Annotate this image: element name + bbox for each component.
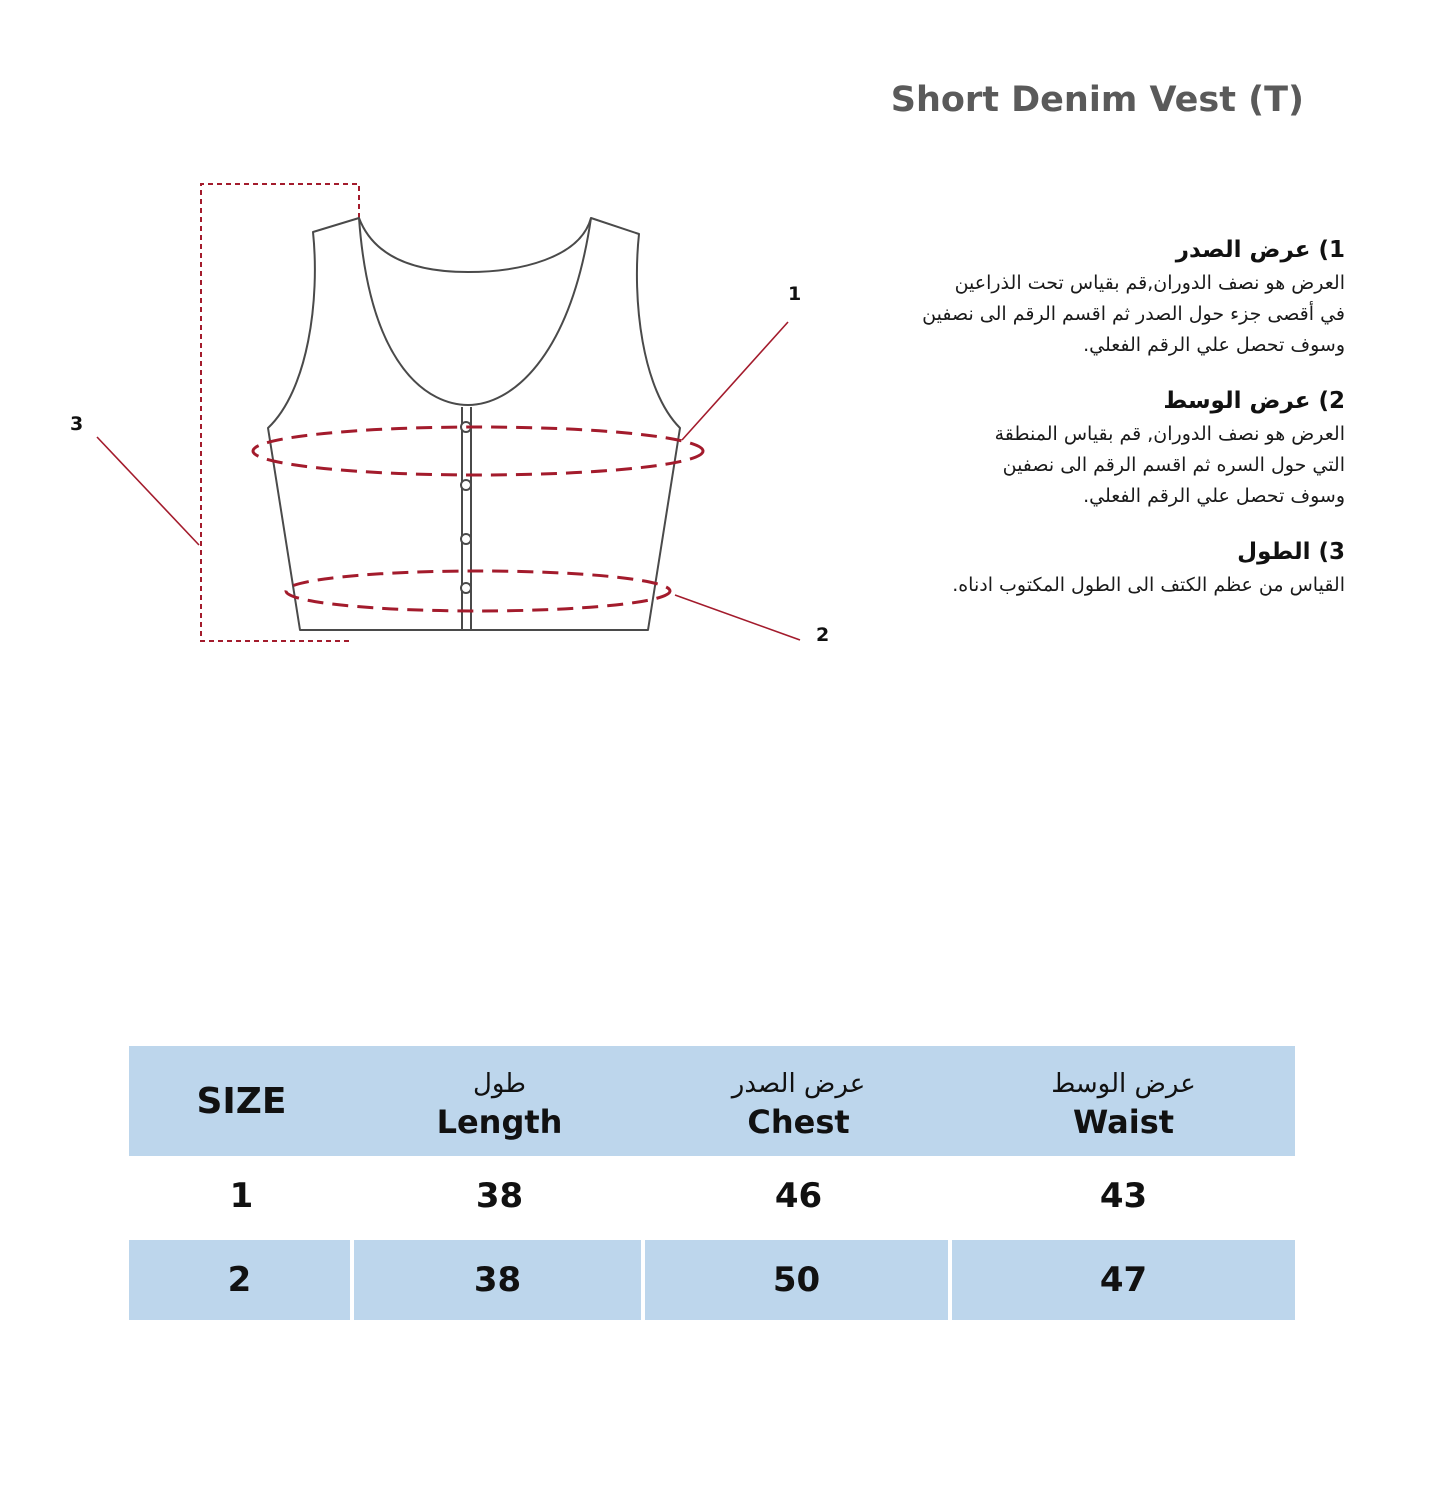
cell-length: 38 — [354, 1240, 645, 1320]
header-waist-ar: عرض الوسط — [1051, 1069, 1196, 1099]
cell-size: 1 — [129, 1156, 354, 1240]
table-row — [129, 1156, 1295, 1240]
header-waist-en: Waist — [1072, 1103, 1175, 1141]
header-chest — [645, 1046, 952, 1156]
measurement-instructions — [845, 232, 1345, 623]
table-header-row — [129, 1046, 1295, 1156]
vest-diagram — [0, 0, 880, 680]
instruction-line: وسوف تحصل علي الرقم الفعلي. — [1083, 334, 1345, 356]
vest-button — [461, 480, 471, 490]
chest-instruction-heading: 1) عرض الصدر — [1175, 237, 1345, 263]
waist-instruction — [845, 383, 1345, 512]
callout-number-1: 1 — [788, 283, 802, 305]
instruction-line: التي حول السره ثم اقسم الرقم الى نصفين — [1002, 454, 1345, 476]
header-chest-ar: عرض الصدر — [731, 1069, 866, 1099]
header-chest-en: Chest — [747, 1103, 850, 1141]
instruction-line: العرض هو نصف الدوران,قم بقياس تحت الذراعين — [954, 272, 1345, 294]
callout-leader-1 — [682, 322, 788, 440]
vest-outline — [268, 218, 680, 630]
instruction-line: القياس من عظم الكتف الى الطول المكتوب ادناه. — [952, 574, 1345, 596]
waist-instruction-heading: 2) عرض الوسط — [1163, 388, 1345, 414]
instruction-line: في أقصى جزء حول الصدر ثم اقسم الرقم الى نصفين — [922, 303, 1345, 325]
vest-button — [461, 534, 471, 544]
callout-leader-2 — [675, 595, 800, 640]
cell-length: 38 — [354, 1156, 645, 1240]
chest-instruction — [845, 232, 1345, 361]
header-size: SIZE — [129, 1046, 354, 1156]
vest-neckline — [359, 218, 591, 272]
instruction-line: وسوف تحصل علي الرقم الفعلي. — [1083, 485, 1345, 507]
cell-waist: 47 — [952, 1240, 1295, 1320]
cell-waist: 43 — [952, 1156, 1295, 1240]
vest-button — [461, 583, 471, 593]
cell-chest: 46 — [645, 1156, 952, 1240]
instruction-line: العرض هو نصف الدوران, قم بقياس المنطقة — [994, 423, 1345, 445]
length-instruction — [845, 534, 1345, 601]
callout-leader-3 — [97, 437, 199, 545]
size-chart-table — [129, 1046, 1295, 1320]
page-title: Short Denim Vest (T) — [890, 80, 1304, 120]
header-length — [354, 1046, 645, 1156]
cell-size: 2 — [129, 1240, 354, 1320]
callout-number-3: 3 — [70, 413, 84, 435]
callout-number-2: 2 — [816, 624, 830, 646]
cell-chest: 50 — [645, 1240, 952, 1320]
header-length-ar: طول — [472, 1069, 526, 1099]
header-length-en: Length — [436, 1103, 563, 1141]
header-waist — [952, 1046, 1295, 1156]
table-row — [129, 1240, 1295, 1320]
length-instruction-heading: 3) الطول — [1237, 539, 1345, 565]
